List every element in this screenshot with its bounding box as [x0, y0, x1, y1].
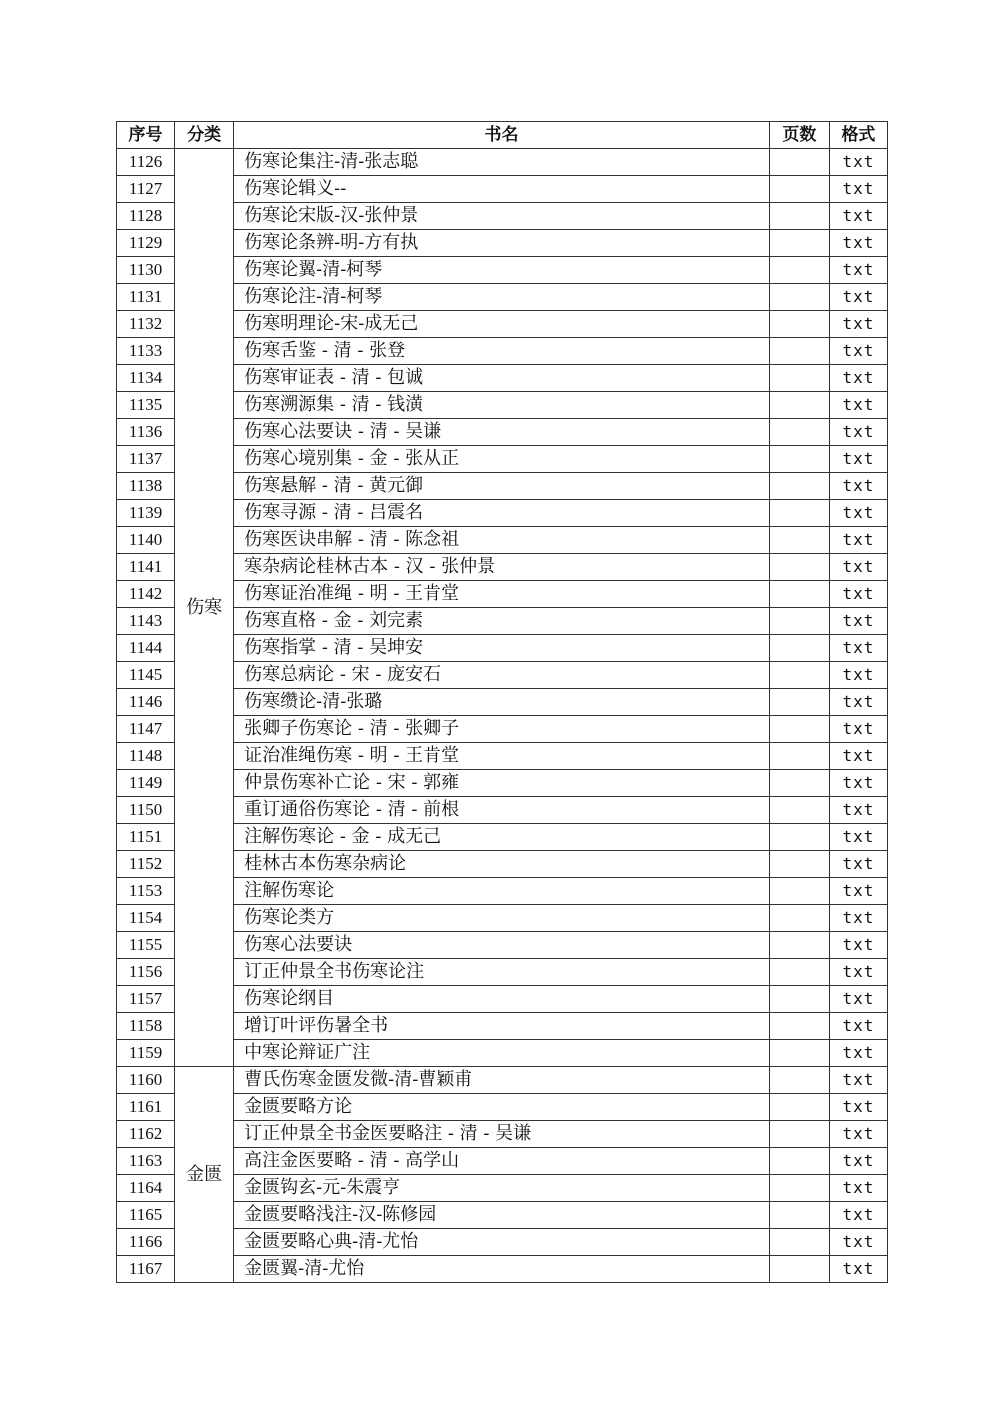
row-number: 1150	[117, 797, 175, 824]
row-number: 1151	[117, 824, 175, 851]
row-number: 1163	[117, 1148, 175, 1175]
file-format: txt	[829, 1040, 887, 1067]
book-title: 伤寒论纲目	[234, 986, 770, 1013]
row-number: 1158	[117, 1013, 175, 1040]
book-title: 金匮要略方论	[234, 1094, 770, 1121]
file-format: txt	[829, 500, 887, 527]
file-format: txt	[829, 770, 887, 797]
header-title: 书名	[234, 122, 770, 149]
book-title: 伤寒证治准绳 - 明 - 王肯堂	[234, 581, 770, 608]
book-title: 伤寒舌鉴 - 清 - 张登	[234, 338, 770, 365]
page-count	[769, 149, 829, 176]
file-format: txt	[829, 1013, 887, 1040]
page-count	[769, 446, 829, 473]
book-title: 伤寒悬解 - 清 - 黄元御	[234, 473, 770, 500]
row-number: 1136	[117, 419, 175, 446]
header-pages: 页数	[769, 122, 829, 149]
book-title: 订正仲景全书金医要略注 - 清 - 吴谦	[234, 1121, 770, 1148]
page-count	[769, 1013, 829, 1040]
book-title: 伤寒心法要诀	[234, 932, 770, 959]
file-format: txt	[829, 365, 887, 392]
row-number: 1130	[117, 257, 175, 284]
file-format: txt	[829, 905, 887, 932]
table-row	[117, 149, 888, 176]
page-count	[769, 986, 829, 1013]
file-format: txt	[829, 851, 887, 878]
page-count	[769, 824, 829, 851]
book-title: 增订叶评伤暑全书	[234, 1013, 770, 1040]
file-format: txt	[829, 473, 887, 500]
page-count	[769, 473, 829, 500]
row-number: 1157	[117, 986, 175, 1013]
page-count	[769, 1121, 829, 1148]
page-count	[769, 311, 829, 338]
row-number: 1147	[117, 716, 175, 743]
book-title: 伤寒论翼-清-柯琴	[234, 257, 770, 284]
book-title: 桂林古本伤寒杂病论	[234, 851, 770, 878]
row-number: 1132	[117, 311, 175, 338]
file-format: txt	[829, 608, 887, 635]
file-format: txt	[829, 824, 887, 851]
page-count	[769, 1148, 829, 1175]
row-number: 1154	[117, 905, 175, 932]
book-title: 曹氏伤寒金匮发微-清-曹颖甫	[234, 1067, 770, 1094]
book-title: 高注金医要略 - 清 - 高学山	[234, 1148, 770, 1175]
row-number: 1167	[117, 1256, 175, 1283]
page-count	[769, 662, 829, 689]
row-number: 1152	[117, 851, 175, 878]
file-format: txt	[829, 419, 887, 446]
book-title: 伤寒论宋版-汉-张仲景	[234, 203, 770, 230]
row-number: 1129	[117, 230, 175, 257]
page-count	[769, 257, 829, 284]
page-count	[769, 1094, 829, 1121]
book-title: 伤寒论集注-清-张志聪	[234, 149, 770, 176]
row-number: 1141	[117, 554, 175, 581]
page-count	[769, 959, 829, 986]
file-format: txt	[829, 284, 887, 311]
file-format: txt	[829, 878, 887, 905]
page-count	[769, 770, 829, 797]
row-number: 1142	[117, 581, 175, 608]
page-count	[769, 608, 829, 635]
file-format: txt	[829, 1067, 887, 1094]
file-format: txt	[829, 1148, 887, 1175]
book-title: 金匮要略浅注-汉-陈修园	[234, 1202, 770, 1229]
book-title: 证治准绳伤寒 - 明 - 王肯堂	[234, 743, 770, 770]
book-title: 注解伤寒论 - 金 - 成无己	[234, 824, 770, 851]
file-format: txt	[829, 149, 887, 176]
category-cell: 金匮	[175, 1067, 234, 1283]
book-title: 重订通俗伤寒论 - 清 - 前根	[234, 797, 770, 824]
table-body	[117, 149, 888, 1283]
page-count	[769, 284, 829, 311]
book-title: 仲景伤寒补亡论 - 宋 - 郭雍	[234, 770, 770, 797]
table-header-row	[117, 122, 888, 149]
book-title: 伤寒明理论-宋-成无己	[234, 311, 770, 338]
page-count	[769, 500, 829, 527]
row-number: 1127	[117, 176, 175, 203]
row-number: 1162	[117, 1121, 175, 1148]
book-title: 伤寒论条辨-明-方有执	[234, 230, 770, 257]
file-format: txt	[829, 338, 887, 365]
row-number: 1155	[117, 932, 175, 959]
file-format: txt	[829, 716, 887, 743]
page-count	[769, 635, 829, 662]
page-count	[769, 851, 829, 878]
book-catalog-table	[116, 121, 888, 1283]
book-title: 伤寒审证表 - 清 - 包诚	[234, 365, 770, 392]
row-number: 1149	[117, 770, 175, 797]
book-title: 伤寒缵论-清-张璐	[234, 689, 770, 716]
page-count	[769, 554, 829, 581]
book-title: 伤寒心境别集 - 金 - 张从正	[234, 446, 770, 473]
file-format: txt	[829, 662, 887, 689]
file-format: txt	[829, 527, 887, 554]
file-format: txt	[829, 203, 887, 230]
page-count	[769, 716, 829, 743]
book-title: 寒杂病论桂林古本 - 汉 - 张仲景	[234, 554, 770, 581]
page-count	[769, 230, 829, 257]
book-title: 金匮要略心典-清-尤怡	[234, 1229, 770, 1256]
page-count	[769, 338, 829, 365]
page-count	[769, 797, 829, 824]
page-count	[769, 932, 829, 959]
file-format: txt	[829, 581, 887, 608]
row-number: 1165	[117, 1202, 175, 1229]
row-number: 1131	[117, 284, 175, 311]
category-cell: 伤寒	[175, 149, 234, 1067]
row-number: 1135	[117, 392, 175, 419]
page-count	[769, 419, 829, 446]
row-number: 1126	[117, 149, 175, 176]
file-format: txt	[829, 446, 887, 473]
file-format: txt	[829, 1202, 887, 1229]
book-title: 伤寒心法要诀 - 清 - 吴谦	[234, 419, 770, 446]
book-title: 伤寒直格 - 金 - 刘完素	[234, 608, 770, 635]
book-title: 订正仲景全书伤寒论注	[234, 959, 770, 986]
file-format: txt	[829, 689, 887, 716]
page-count	[769, 1256, 829, 1283]
page-count	[769, 689, 829, 716]
file-format: txt	[829, 959, 887, 986]
page-count	[769, 203, 829, 230]
file-format: txt	[829, 932, 887, 959]
file-format: txt	[829, 554, 887, 581]
page-count	[769, 392, 829, 419]
page-count	[769, 1040, 829, 1067]
row-number: 1153	[117, 878, 175, 905]
file-format: txt	[829, 311, 887, 338]
page-count	[769, 905, 829, 932]
page-count	[769, 1175, 829, 1202]
file-format: txt	[829, 257, 887, 284]
book-title: 中寒论辩证广注	[234, 1040, 770, 1067]
book-title: 注解伤寒论	[234, 878, 770, 905]
page-count	[769, 527, 829, 554]
row-number: 1159	[117, 1040, 175, 1067]
book-title: 伤寒医诀串解 - 清 - 陈念祖	[234, 527, 770, 554]
book-title: 伤寒溯源集 - 清 - 钱潢	[234, 392, 770, 419]
header-no: 序号	[117, 122, 175, 149]
row-number: 1156	[117, 959, 175, 986]
row-number: 1134	[117, 365, 175, 392]
header-category: 分类	[175, 122, 234, 149]
file-format: txt	[829, 986, 887, 1013]
file-format: txt	[829, 1094, 887, 1121]
file-format: txt	[829, 392, 887, 419]
header-format: 格式	[829, 122, 887, 149]
file-format: txt	[829, 635, 887, 662]
file-format: txt	[829, 230, 887, 257]
page-count	[769, 581, 829, 608]
row-number: 1166	[117, 1229, 175, 1256]
file-format: txt	[829, 1175, 887, 1202]
row-number: 1137	[117, 446, 175, 473]
row-number: 1148	[117, 743, 175, 770]
file-format: txt	[829, 1121, 887, 1148]
page-count	[769, 878, 829, 905]
row-number: 1145	[117, 662, 175, 689]
page-count	[769, 1202, 829, 1229]
book-title: 伤寒论辑义--	[234, 176, 770, 203]
row-number: 1133	[117, 338, 175, 365]
row-number: 1139	[117, 500, 175, 527]
table-row	[117, 1067, 888, 1094]
row-number: 1140	[117, 527, 175, 554]
file-format: txt	[829, 176, 887, 203]
row-number: 1160	[117, 1067, 175, 1094]
book-title: 伤寒指掌 - 清 - 吴坤安	[234, 635, 770, 662]
page-count	[769, 1067, 829, 1094]
page-count	[769, 176, 829, 203]
file-format: txt	[829, 1229, 887, 1256]
row-number: 1161	[117, 1094, 175, 1121]
row-number: 1143	[117, 608, 175, 635]
row-number: 1138	[117, 473, 175, 500]
book-title: 伤寒论类方	[234, 905, 770, 932]
book-title: 伤寒论注-清-柯琴	[234, 284, 770, 311]
row-number: 1144	[117, 635, 175, 662]
book-title: 金匮钩玄-元-朱震亨	[234, 1175, 770, 1202]
row-number: 1164	[117, 1175, 175, 1202]
page-count	[769, 365, 829, 392]
book-title: 伤寒总病论 - 宋 - 庞安石	[234, 662, 770, 689]
file-format: txt	[829, 797, 887, 824]
page-count	[769, 1229, 829, 1256]
book-title: 伤寒寻源 - 清 - 吕震名	[234, 500, 770, 527]
row-number: 1128	[117, 203, 175, 230]
book-title: 张卿子伤寒论 - 清 - 张卿子	[234, 716, 770, 743]
book-title: 金匮翼-清-尤怡	[234, 1256, 770, 1283]
file-format: txt	[829, 743, 887, 770]
row-number: 1146	[117, 689, 175, 716]
file-format: txt	[829, 1256, 887, 1283]
page-count	[769, 743, 829, 770]
